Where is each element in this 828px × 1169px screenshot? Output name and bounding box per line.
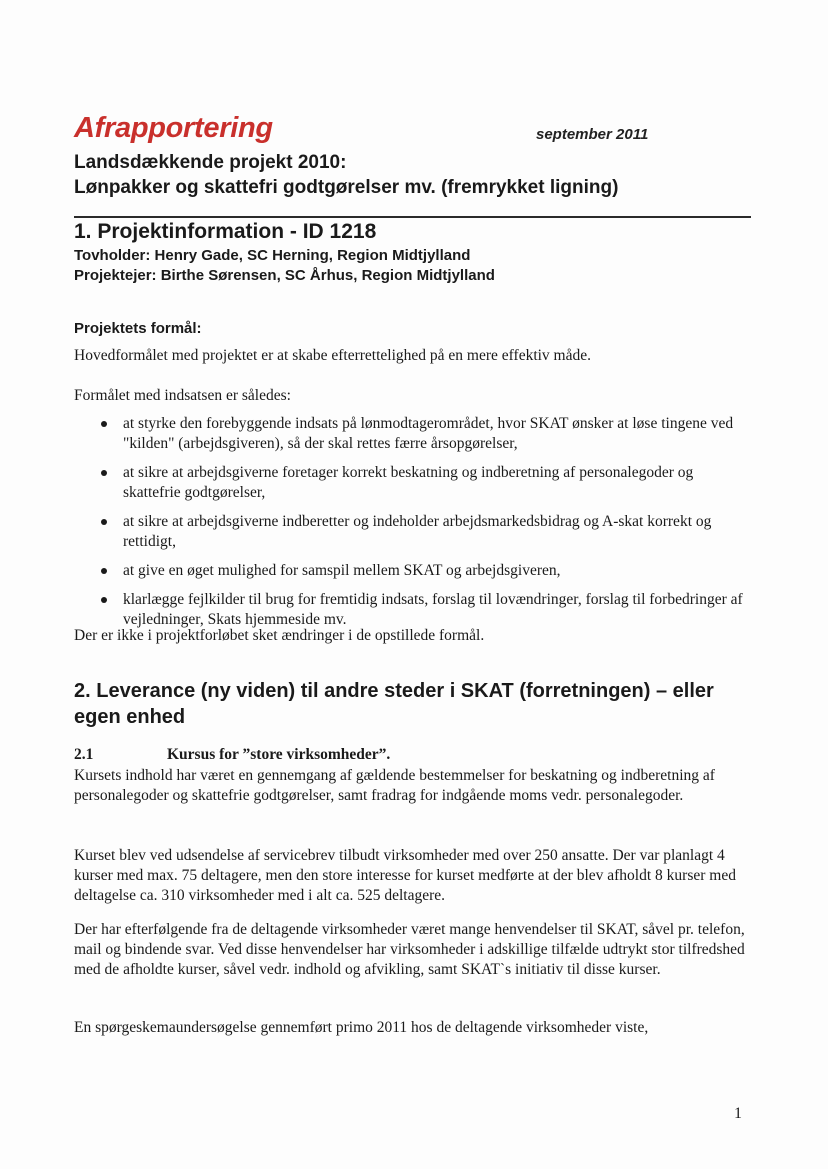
purpose-label: Projektets formål: [74,320,202,337]
list-item [74,512,754,552]
list-item [74,414,754,454]
purpose-closing: Der er ikke i projektforløbet sket ændringer i de opstillede formål. [74,627,485,644]
list-item [74,561,754,581]
paragraph: Der har efterfølgende fra de deltagende virksomheder været mange henvendelser til SKAT, såvel pr. telefon, mail og bindende svar. Ved disse henvendelser har virksomheder i adskillige tilfælde udtrykt stor tilfredshed med de afholdte kurser, såvel vedr. indhold og afvikling, samt SKAT`s initiativ til disse kurser. [74,921,745,978]
page-number: 1 [734,1105,742,1122]
list-item-text: at sikre at arbejdsgiverne indberetter og indeholder arbejdsmarkedsbidrag og A-skat korrekt og rettidigt, [123,513,712,550]
bullet-icon [101,568,107,574]
section-2-heading: 2. Leverance (ny viden) til andre steder i SKAT (forretningen) – eller egen enhed [74,680,714,728]
paragraph: En spørgeskemaundersøgelse gennemført primo 2011 hos de deltagende virksomheder viste, [74,1019,649,1036]
projektejer-line: Projektejer: Birthe Sørensen, SC Århus, Region Midtjylland [74,267,495,284]
bullet-icon [101,519,107,525]
paragraph: Kursets indhold har været en gennemgang af gældende bestemmelser for beskatning og indberetning af personalegoder og skattefrie godtgørelser, samt fradrag for indgående moms vedr. personalegoder. [74,767,715,804]
purpose-text: Hovedformålet med projektet er at skabe efterrettelighed på en mere effektiv måde. [74,347,592,364]
list-item [74,463,754,503]
document-title: Afrapportering [74,112,273,144]
section-1-heading: 1. Projektinformation - ID 1218 [74,220,377,243]
report-date: september 2011 [536,126,649,143]
purpose-intro: Formålet med indsatsen er således: [74,387,291,404]
horizontal-rule [74,216,751,218]
project-subtitle [74,150,618,200]
list-item-text: at styrke den forebyggende indsats på lønmodtagerområdet, hvor SKAT ønsker at løse tingene ved "kilden" (arbejdsgiveren), så der skal rettes færre årsopgørelser, [123,415,734,452]
subtitle-line-1: Landsdækkende projekt 2010: [74,152,347,173]
project-meta [74,246,495,286]
subsection-title: Kursus for ”store virksomheder”. [167,746,391,763]
list-item [74,590,754,630]
subtitle-line-2: Lønpakker og skattefri godtgørelser mv. (fremrykket ligning) [74,177,619,198]
tovholder-line: Tovholder: Henry Gade, SC Herning, Region Midtjylland [74,247,471,264]
bullet-icon [101,597,107,603]
list-item-text: klarlægge fejlkilder til brug for fremtidig indsats, forslag til lovændringer, forslag til forbedringer af vejledninger, Skats hjemmeside mv. [123,591,743,628]
list-item-text: at sikre at arbejdsgiverne foretager korrekt beskatning og indberetning af personalegoder og skattefrie godtgørelser, [123,464,694,501]
list-item-text: at give en øget mulighed for samspil mellem SKAT og arbejdsgiveren, [123,562,561,579]
bullet-icon [101,421,107,427]
purpose-bullet-list [74,414,754,639]
paragraph: Kurset blev ved udsendelse af servicebrev tilbudt virksomheder med over 250 ansatte. Der var planlagt 4 kurser med max. 75 deltagere, men den store interesse for kurset medførte at der blev afholdt 8 kurser med deltagelse ca. 310 virksomheder med i alt ca. 525 deltagere. [74,847,736,904]
subsection-number: 2.1 [74,746,94,763]
bullet-icon [101,470,107,476]
